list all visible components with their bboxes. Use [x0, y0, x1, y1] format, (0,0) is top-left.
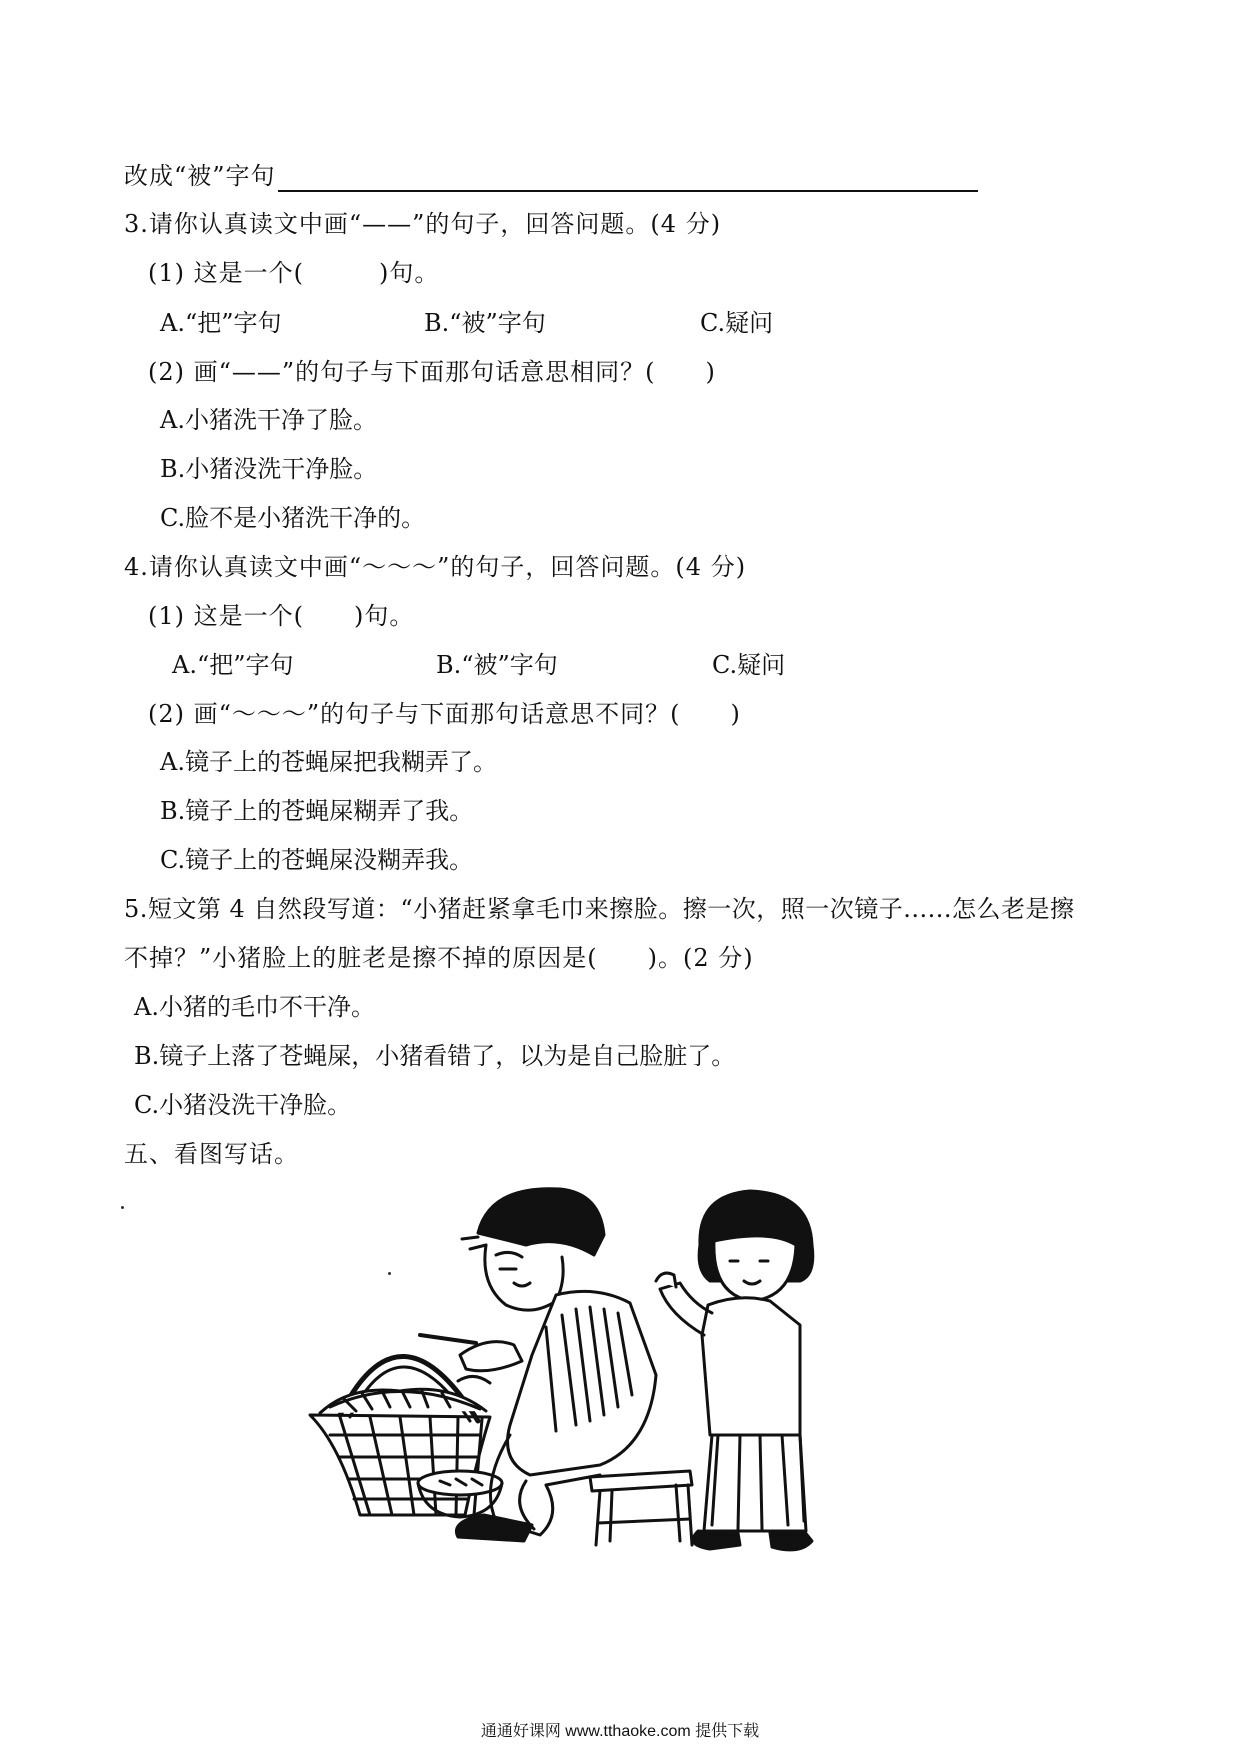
- q4-sub1-option-a: A.“把”字句: [172, 651, 294, 679]
- speck: [121, 1206, 124, 1209]
- q4-sub2-option-a: A.镜子上的苍蝇屎把我糊弄了。: [160, 748, 497, 776]
- stool-drawing: [590, 1471, 692, 1545]
- q4-sub1-option-c: C.疑问: [712, 651, 786, 679]
- q3-title: 3.请你认真读文中画“——”的句子，回答问题。(4 分): [124, 210, 722, 238]
- q3-sub2-option-a: A.小猪洗干净了脸。: [160, 406, 377, 434]
- q5-option-b: B.镜子上落了苍蝇屎，小猪看错了，以为是自己脸脏了。: [134, 1042, 736, 1070]
- q5-option-c: C.小猪没洗干净脸。: [134, 1091, 352, 1119]
- rewrite-prompt-row: [124, 160, 978, 192]
- q4-sub2-option-b: B.镜子上的苍蝇屎糊弄了我。: [160, 797, 474, 825]
- q3-sub1-option-b: B.“被”字句: [424, 309, 546, 337]
- q3-sub2: (2) 画“——”的句子与下面那句话意思相同？( ): [148, 358, 716, 386]
- q5-line2: 不掉？”小猪脸上的脏老是擦不掉的原因是( )。(2 分): [124, 944, 754, 972]
- q5-line1: 5.短文第 4 自然段写道：“小猪赶紧拿毛巾来擦脸。擦一次，照一次镜子......怎么老是擦: [124, 895, 1075, 923]
- q4-sub2-option-c: C.镜子上的苍蝇屎没糊弄我。: [160, 846, 474, 874]
- picture-writing-illustration: [300, 1185, 920, 1565]
- q4-sub1: (1) 这是一个( )句。: [148, 602, 415, 630]
- q3-sub1: (1) 这是一个( )句。: [148, 259, 440, 287]
- q3-sub2-option-b: B.小猪没洗干净脸。: [160, 455, 378, 483]
- rewrite-prompt: 改成“被”字句: [124, 162, 276, 190]
- q3-sub1-option-c: C.疑问: [700, 309, 774, 337]
- answer-blank-line[interactable]: [278, 164, 978, 192]
- footer-source: 通通好课网 www.tthaoke.com 提供下载: [480, 1723, 760, 1740]
- q3-sub2-option-c: C.脸不是小猪洗干净的。: [160, 504, 426, 532]
- q4-sub1-option-b: B.“被”字句: [436, 651, 558, 679]
- q4-title: 4.请你认真读文中画“～～～”的句子，回答问题。(4 分): [124, 553, 747, 581]
- q4-sub2: (2) 画“～～～”的句子与下面那句话意思不同？( ): [148, 700, 741, 728]
- section5-title: 五、看图写话。: [124, 1140, 299, 1168]
- child-figure: [656, 1191, 813, 1550]
- q5-option-a: A.小猪的毛巾不干净。: [134, 993, 375, 1021]
- q3-sub1-option-a: A.“把”字句: [160, 309, 282, 337]
